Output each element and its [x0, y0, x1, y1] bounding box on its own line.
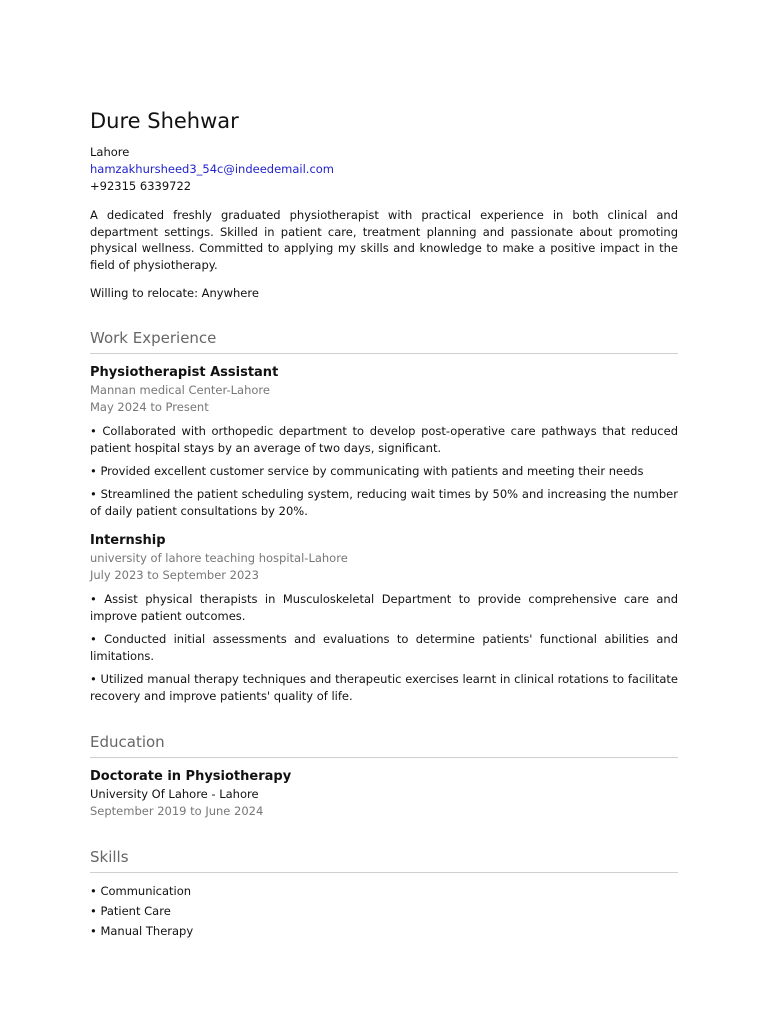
job-entry	[90, 364, 678, 520]
education-entry	[90, 768, 678, 820]
skill-item: • Communication	[90, 883, 192, 898]
school-name: University Of Lahore - Lahore	[90, 786, 259, 801]
job-title: Internship	[90, 532, 166, 548]
job-entry	[90, 532, 678, 705]
job-company: university of lahore teaching hospital-Lahore	[90, 550, 348, 565]
email-line	[90, 161, 678, 178]
resume-page	[90, 107, 678, 941]
job-dates: May 2024 to Present	[90, 399, 209, 414]
summary-text: A dedicated freshly graduated physiotherapist with practical experience in both clinical and department settings. Skilled in patient care, treatment planning and passionate about promoting physical wellness. Committed to applying my skills and knowledge to make a positive impact in the field of physiotherapy.	[90, 208, 678, 272]
job-bullet: • Assist physical therapists in Musculoskeletal Department to provide comprehensive care and improve patient outcomes.	[90, 591, 678, 623]
phone-text: +92315 6339722	[90, 179, 192, 193]
relocate-text: Willing to relocate: Anywhere	[90, 286, 259, 300]
job-bullet: • Streamlined the patient scheduling system, reducing wait times by 50% and increasing the number of daily patient consultations by 20%.	[90, 486, 678, 518]
degree-title: Doctorate in Physiotherapy	[90, 768, 292, 784]
skills-list	[90, 881, 678, 941]
job-company: Mannan medical Center-Lahore	[90, 382, 270, 397]
skill-item: • Patient Care	[90, 903, 171, 918]
section-title-work: Work Experience	[90, 328, 678, 354]
job-bullet: • Conducted initial assessments and evaluations to determine patients' functional abilities and limitations.	[90, 631, 678, 663]
candidate-name: Dure Shehwar	[90, 109, 239, 133]
section-title-education: Education	[90, 732, 678, 758]
job-bullet: • Utilized manual therapy techniques and therapeutic exercises learnt in clinical rotations to facilitate recovery and improve patients' quality of life.	[90, 671, 678, 703]
job-bullet: • Provided excellent customer service by communicating with patients and meeting their needs	[90, 463, 644, 478]
skill-item: • Manual Therapy	[90, 923, 194, 938]
job-dates: July 2023 to September 2023	[90, 567, 259, 582]
education-dates: September 2019 to June 2024	[90, 803, 264, 818]
job-bullet: • Collaborated with orthopedic department to develop post-operative care pathways that reduced patient hospital stays by an average of two days, significant.	[90, 423, 678, 455]
section-title-skills: Skills	[90, 847, 678, 873]
location-text: Lahore	[90, 145, 130, 159]
email-link[interactable]: hamzakhursheed3_54c@indeedemail.com	[90, 162, 335, 176]
job-title: Physiotherapist Assistant	[90, 364, 279, 380]
